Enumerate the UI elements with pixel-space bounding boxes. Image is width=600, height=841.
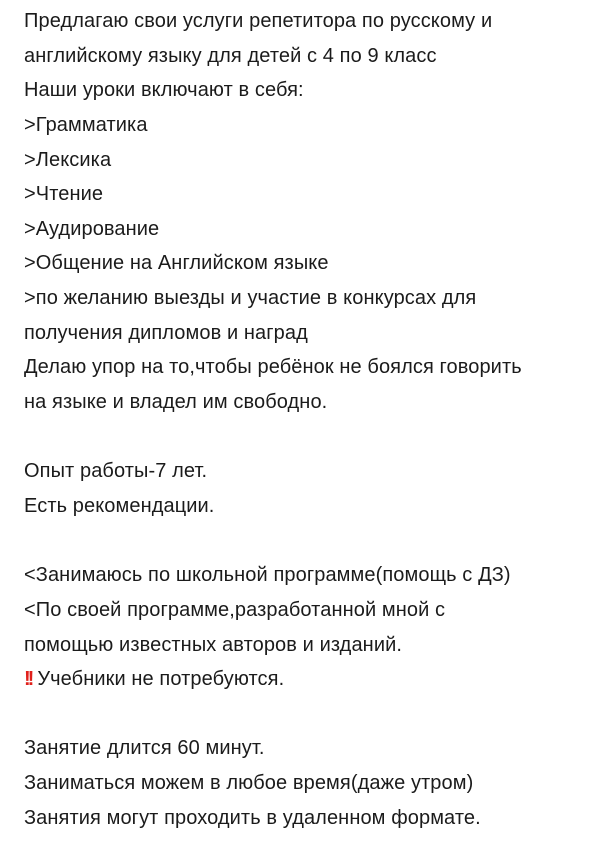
list-item-listening: >Аудирование (24, 217, 160, 240)
list-item-vocabulary: >Лексика (24, 148, 112, 171)
text-line: помощью известных авторов и изданий. (24, 633, 403, 656)
blank-line (24, 420, 584, 455)
remote-format-line: Занятия могут проходить в удаленном формате. (24, 806, 481, 829)
list-item-contests: >по желанию выезды и участие в конкурсах для (24, 287, 477, 310)
recommendations-line: Есть рекомендации. (24, 494, 215, 517)
program-own-line: <По своей программе,разработанной мной с (24, 598, 446, 621)
text-line: на языке и владел им свободно. (24, 391, 328, 414)
text-line: получения дипломов и наград (24, 321, 308, 344)
schedule-line: Заниматься можем в любое время(даже утром) (24, 772, 474, 795)
list-item-speaking: >Общение на Английском языке (24, 252, 329, 275)
textbooks-line (24, 662, 584, 697)
experience-line: Опыт работы-7 лет. (24, 460, 208, 483)
blank-line (24, 524, 584, 559)
list-item-reading: >Чтение (24, 183, 104, 206)
textbooks-text: Учебники не потребуются. (37, 668, 285, 691)
text-line: Наши уроки включают в себя: (24, 79, 304, 102)
text-line: английскому языку для детей с 4 по 9 класс (24, 44, 437, 67)
blank-line (24, 697, 584, 732)
text-line: Делаю упор на то,чтобы ребёнок не боялся говорить (24, 356, 522, 379)
list-item-grammar: >Грамматика (24, 113, 148, 136)
program-school-line: <Занимаюсь по школьной программе(помощь с ДЗ) (24, 564, 511, 587)
text-line: Предлагаю свои услуги репетитора по русскому и (24, 10, 493, 32)
double-exclamation-icon: !! (24, 668, 32, 691)
ad-text (24, 4, 584, 835)
lesson-duration-line: Занятие длится 60 минут. (24, 737, 265, 760)
